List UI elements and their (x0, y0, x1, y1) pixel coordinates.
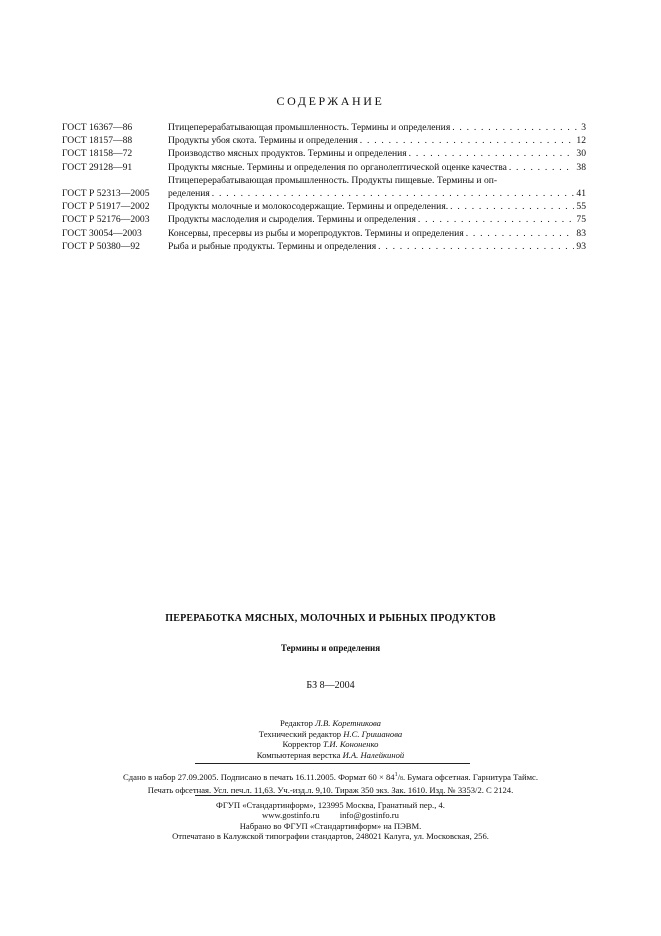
toc-entry-page: 30 (576, 148, 586, 160)
toc-entry-page: 41 (576, 188, 586, 200)
credit-role: Редактор (280, 718, 313, 728)
credits (0, 718, 661, 760)
toc-entry-page: 3 (581, 122, 586, 133)
toc-entry-code: ГОСТ Р 50380—92 (62, 240, 140, 252)
toc-entry-title: Консервы, пресервы из рыбы и морепродуктов. Термины и определения (168, 227, 464, 239)
toc-entry[interactable] (62, 174, 586, 200)
toc-entry-page: 93 (576, 240, 586, 252)
publisher-email[interactable]: info@gostinfo.ru (339, 810, 399, 821)
toc-entry-title: Производство мясных продуктов. Термины и определения (168, 148, 407, 160)
divider-bottom (195, 795, 470, 796)
toc-leader-dots (466, 227, 575, 240)
toc-entry[interactable] (62, 227, 586, 240)
imprint-line-2: Печать офсетная. Усл. печ.л. 11,63. Уч.-изд.л. 9,10. Тираж 350 экз. Зак. 1610. Изд. № 3353/2. С 2124. (147, 785, 514, 795)
credit-role: Технический редактор (258, 728, 342, 739)
credit-line (0, 739, 661, 750)
toc-entry-title: ределения (168, 188, 210, 200)
toc-entry-title: Рыба и рыбные продукты. Термины и определения (168, 240, 377, 252)
table-of-contents (62, 121, 586, 253)
toc-leader-dots (409, 147, 575, 160)
toc-entry[interactable] (62, 213, 586, 226)
section-code: БЗ 8—2004 (306, 680, 355, 691)
toc-entry-code: ГОСТ Р 51917—2002 (62, 201, 150, 213)
toc-entry-code: ГОСТ Р 52313—2005 (62, 188, 150, 200)
toc-leader-dots (378, 240, 574, 253)
credit-line (0, 750, 661, 761)
toc-leader-dots (418, 213, 575, 226)
toc-entry[interactable] (62, 134, 586, 147)
toc-entry-code: ГОСТ 18158—72 (62, 148, 133, 160)
credit-name: Л.В. Коретникова (315, 718, 381, 728)
toc-leader-dots (360, 134, 575, 147)
toc-entry-code: ГОСТ 30054—2003 (62, 227, 142, 239)
toc-entry-title: Птицеперерабатывающая промышленность. Продукты пищевые. Термины и оп- (168, 174, 498, 186)
toc-leader-dots (450, 200, 574, 213)
toc-entry-title: Продукты мясные. Термины и определения по органолептической оценке качества (168, 161, 507, 173)
toc-entry-page: 83 (576, 227, 586, 239)
imprint (0, 770, 661, 796)
toc-entry[interactable] (62, 147, 586, 160)
publisher-typeset: Набрано во ФГУП «Стандартинформ» на ПЭВМ. (239, 820, 422, 831)
toc-entry-title: Продукты маслоделия и сыроделия. Термины и определения (168, 214, 416, 226)
toc-entry-code: ГОСТ 18157—88 (62, 135, 133, 147)
toc-entry-title: Продукты убоя скота. Термины и определения (168, 135, 358, 147)
toc-entry-title: Продукты молочные и молокосодержащие. Термины и определения. (168, 201, 449, 213)
section-title: ПЕРЕРАБОТКА МЯСНЫХ, МОЛОЧНЫХ И РЫБНЫХ ПРОДУКТОВ (165, 613, 496, 624)
toc-entry[interactable] (62, 240, 586, 253)
publisher-contacts (0, 810, 661, 820)
toc-entry-page: 12 (576, 135, 586, 147)
divider-top (195, 763, 470, 764)
toc-title: СОДЕРЖАНИЕ (276, 94, 385, 108)
publisher-printed: Отпечатано в Калужской типографии стандартов, 248021 Калуга, ул. Московская, 256. (172, 831, 489, 842)
toc-entry-code: ГОСТ Р 52176—2003 (62, 214, 150, 226)
toc-entry-page: 38 (576, 161, 586, 173)
toc-entry[interactable] (62, 200, 586, 213)
credit-line (0, 718, 661, 729)
publisher-address: ФГУП «Стандартинформ», 123995 Москва, Гранатный пер., 4. (216, 800, 445, 810)
credit-role: Корректор (282, 739, 321, 750)
credit-name: И.А. Налейкиной (342, 749, 405, 760)
publisher-web[interactable]: www.gostinfo.ru (262, 810, 320, 821)
toc-entry-page: 75 (576, 214, 586, 226)
toc-entry[interactable] (62, 121, 586, 134)
toc-entry-title: Птицеперерабатывающая промышленность. Термины и определения (168, 122, 451, 133)
toc-entry-page: 55 (576, 201, 586, 213)
credit-name: Т.И. Кононенко (323, 739, 379, 750)
toc-entry[interactable] (62, 161, 586, 174)
credit-line (0, 729, 661, 740)
toc-leader-dots (452, 121, 579, 134)
section-subtitle: Термины и определения (280, 643, 381, 653)
publisher-info (0, 800, 661, 842)
credit-name: Н.С. Гришанова (343, 728, 403, 739)
toc-leader-dots (509, 161, 575, 174)
toc-entry-code: ГОСТ 29128—91 (62, 161, 133, 173)
toc-leader-dots (212, 187, 575, 200)
imprint-line-1: Сдано в набор 27.09.2005. Подписано в печать 16.11.2005. Формат $60 \times 84^1/8$. Бумага офсетная. Гарнитура Таймс. (123, 772, 538, 782)
toc-entry-code: ГОСТ 16367—86 (62, 122, 133, 133)
credit-role: Компьютерная верстка (256, 749, 341, 760)
